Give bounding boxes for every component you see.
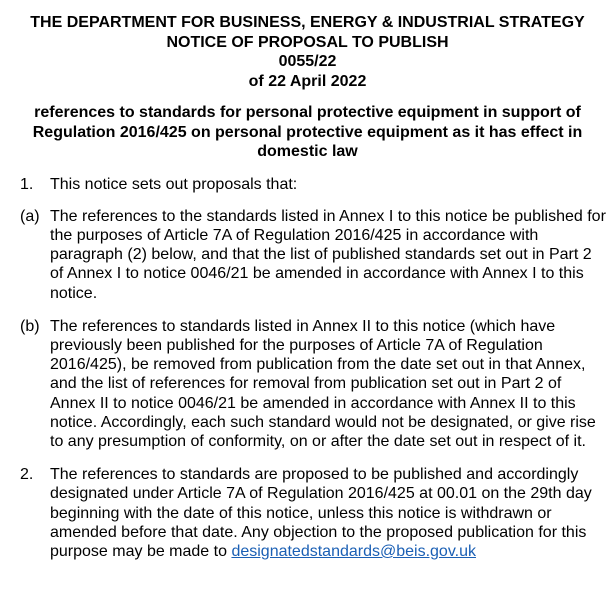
paragraph-text: The references to the standards listed in Annex I to this notice be published for the purposes of Article 7A of Regulation 2016/425 in accordance with paragraph (2) below, and that the list of published standards set out in Part 2 of Annex I to notice 0046/21 be amended in accordance with Annex I to this notice. xyxy=(50,207,606,302)
paragraph-label: 1. xyxy=(20,175,34,193)
notice-date: of 22 April 2022 xyxy=(248,72,367,90)
notice-number: 0055/22 xyxy=(278,53,337,70)
document-header xyxy=(0,0,615,91)
notice-subtitle: references to standards for personal protective equipment in support of Regulation 2016/425 on personal protective equipment as it has effect in domestic law xyxy=(32,104,583,160)
paragraph-text: The references to standards are proposed to be published and accordingly designated under Article 7A of Regulation 2016/425 at 00.01 on the 29th day beginning with the date of this notice, unless this notice is withdrawn or amended before that date. Any objection to the proposed publication for this purpose may be made to xyxy=(50,466,592,560)
paragraph-2 xyxy=(0,465,615,561)
paragraph-text: This notice sets out proposals that: xyxy=(50,175,298,193)
paragraph-label: (a) xyxy=(20,207,40,225)
paragraph-label: (b) xyxy=(20,317,40,335)
paragraph-text: The references to standards listed in Annex II to this notice (which have previously been published for the purposes of Article 7A of Regulation 2016/425), be removed from publication from the date set out in that Annex, and the list of references for removal from publication set out in Part 2 of Annex II to notice 0046/21 be amended in accordance with Annex II to this notice. Accordingly, each such standard would not be designated, or give rise to any presumption of conformity, on or after the date set out in respect of it. xyxy=(50,317,596,450)
paragraph-label: 2. xyxy=(20,466,34,484)
paragraph-b xyxy=(0,317,615,451)
email-link[interactable]: designatedstandards@beis.gov.uk xyxy=(231,542,476,560)
paragraph-1 xyxy=(0,175,615,194)
paragraph-a xyxy=(0,207,615,303)
notice-type: NOTICE OF PROPOSAL TO PUBLISH xyxy=(166,33,449,51)
department-title: THE DEPARTMENT FOR BUSINESS, ENERGY & INDUSTRIAL STRATEGY xyxy=(30,14,585,31)
